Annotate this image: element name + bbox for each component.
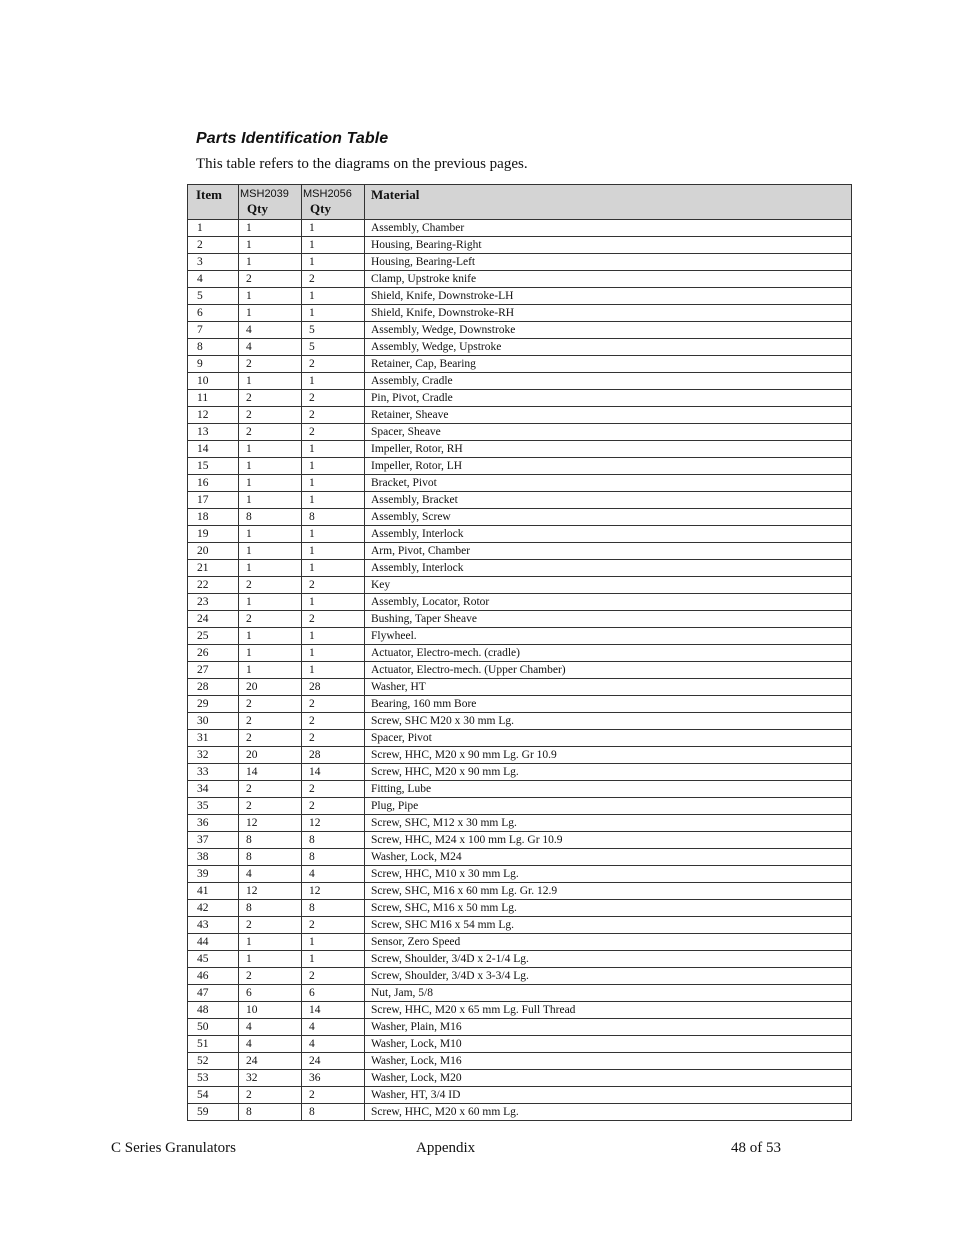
cell-material: Screw, HHC, M20 x 65 mm Lg. Full Thread xyxy=(365,1002,852,1019)
cell-qty-msh2056: 1 xyxy=(302,543,365,560)
cell-qty-msh2039: 20 xyxy=(239,747,302,764)
cell-qty-msh2056: 1 xyxy=(302,254,365,271)
cell-item: 30 xyxy=(188,713,239,730)
cell-material: Actuator, Electro-mech. (Upper Chamber) xyxy=(365,662,852,679)
cell-item: 38 xyxy=(188,849,239,866)
cell-qty-msh2039: 1 xyxy=(239,237,302,254)
table-row xyxy=(188,679,852,696)
table-row xyxy=(188,798,852,815)
cell-material: Bearing, 160 mm Bore xyxy=(365,696,852,713)
table-row xyxy=(188,288,852,305)
cell-material: Sensor, Zero Speed xyxy=(365,934,852,951)
footer-page-number: 48 of 53 xyxy=(731,1140,781,1156)
cell-material: Impeller, Rotor, LH xyxy=(365,458,852,475)
cell-qty-msh2056: 1 xyxy=(302,594,365,611)
cell-material: Plug, Pipe xyxy=(365,798,852,815)
cell-qty-msh2056: 2 xyxy=(302,696,365,713)
cell-material: Screw, SHC M20 x 30 mm Lg. xyxy=(365,713,852,730)
table-row xyxy=(188,475,852,492)
cell-item: 17 xyxy=(188,492,239,509)
cell-qty-msh2039: 2 xyxy=(239,271,302,288)
table-row xyxy=(188,577,852,594)
table-row xyxy=(188,560,852,577)
cell-qty-msh2056: 2 xyxy=(302,917,365,934)
cell-qty-msh2056: 2 xyxy=(302,1087,365,1104)
table-row xyxy=(188,594,852,611)
cell-qty-msh2056: 28 xyxy=(302,747,365,764)
cell-qty-msh2056: 1 xyxy=(302,475,365,492)
cell-qty-msh2039: 1 xyxy=(239,645,302,662)
cell-qty-msh2039: 2 xyxy=(239,713,302,730)
table-row xyxy=(188,407,852,424)
table-row xyxy=(188,305,852,322)
cell-qty-msh2039: 2 xyxy=(239,781,302,798)
table-row xyxy=(188,1070,852,1087)
cell-qty-msh2039: 10 xyxy=(239,1002,302,1019)
table-row xyxy=(188,356,852,373)
cell-material: Washer, Lock, M10 xyxy=(365,1036,852,1053)
cell-material: Shield, Knife, Downstroke-RH xyxy=(365,305,852,322)
table-row xyxy=(188,526,852,543)
cell-item: 48 xyxy=(188,1002,239,1019)
cell-qty-msh2039: 1 xyxy=(239,951,302,968)
footer-section: Appendix xyxy=(416,1140,476,1156)
cell-qty-msh2039: 1 xyxy=(239,220,302,237)
footer-product: C Series Granulators xyxy=(111,1140,236,1156)
cell-item: 35 xyxy=(188,798,239,815)
cell-material: Housing, Bearing-Right xyxy=(365,237,852,254)
cell-material: Pin, Pivot, Cradle xyxy=(365,390,852,407)
cell-qty-msh2039: 1 xyxy=(239,288,302,305)
cell-material: Bushing, Taper Sheave xyxy=(365,611,852,628)
cell-material: Washer, HT xyxy=(365,679,852,696)
cell-qty-msh2039: 8 xyxy=(239,900,302,917)
cell-material: Assembly, Cradle xyxy=(365,373,852,390)
cell-qty-msh2039: 12 xyxy=(239,883,302,900)
cell-item: 51 xyxy=(188,1036,239,1053)
cell-item: 21 xyxy=(188,560,239,577)
cell-item: 31 xyxy=(188,730,239,747)
cell-material: Arm, Pivot, Chamber xyxy=(365,543,852,560)
cell-item: 18 xyxy=(188,509,239,526)
cell-qty-msh2056: 6 xyxy=(302,985,365,1002)
table-row xyxy=(188,390,852,407)
cell-qty-msh2056: 2 xyxy=(302,798,365,815)
cell-material: Assembly, Chamber xyxy=(365,220,852,237)
cell-qty-msh2039: 4 xyxy=(239,1019,302,1036)
cell-material: Actuator, Electro-mech. (cradle) xyxy=(365,645,852,662)
cell-qty-msh2039: 14 xyxy=(239,764,302,781)
table-row xyxy=(188,339,852,356)
cell-item: 13 xyxy=(188,424,239,441)
table-row xyxy=(188,883,852,900)
cell-material: Assembly, Locator, Rotor xyxy=(365,594,852,611)
table-row xyxy=(188,764,852,781)
cell-qty-msh2056: 8 xyxy=(302,849,365,866)
cell-qty-msh2039: 1 xyxy=(239,934,302,951)
cell-material: Screw, HHC, M20 x 60 mm Lg. xyxy=(365,1104,852,1121)
table-row xyxy=(188,509,852,526)
header-model-msh2039: MSH2039 xyxy=(240,188,289,200)
cell-qty-msh2056: 1 xyxy=(302,645,365,662)
cell-qty-msh2039: 2 xyxy=(239,356,302,373)
cell-item: 9 xyxy=(188,356,239,373)
cell-qty-msh2039: 8 xyxy=(239,1104,302,1121)
cell-material: Impeller, Rotor, RH xyxy=(365,441,852,458)
table-row xyxy=(188,271,852,288)
cell-material: Assembly, Interlock xyxy=(365,526,852,543)
cell-qty-msh2039: 1 xyxy=(239,373,302,390)
cell-qty-msh2039: 8 xyxy=(239,849,302,866)
table-row xyxy=(188,849,852,866)
cell-qty-msh2056: 2 xyxy=(302,968,365,985)
cell-qty-msh2056: 4 xyxy=(302,1036,365,1053)
table-row xyxy=(188,866,852,883)
table-row xyxy=(188,611,852,628)
cell-qty-msh2056: 1 xyxy=(302,305,365,322)
cell-item: 37 xyxy=(188,832,239,849)
table-row xyxy=(188,1053,852,1070)
cell-material: Washer, HT, 3/4 ID xyxy=(365,1087,852,1104)
cell-qty-msh2039: 2 xyxy=(239,577,302,594)
cell-item: 27 xyxy=(188,662,239,679)
cell-material: Assembly, Screw xyxy=(365,509,852,526)
cell-material: Assembly, Wedge, Downstroke xyxy=(365,322,852,339)
cell-item: 33 xyxy=(188,764,239,781)
cell-qty-msh2039: 2 xyxy=(239,798,302,815)
cell-material: Screw, Shoulder, 3/4D x 2-1/4 Lg. xyxy=(365,951,852,968)
cell-qty-msh2056: 1 xyxy=(302,288,365,305)
cell-qty-msh2039: 4 xyxy=(239,339,302,356)
cell-qty-msh2039: 2 xyxy=(239,611,302,628)
cell-item: 43 xyxy=(188,917,239,934)
cell-material: Assembly, Bracket xyxy=(365,492,852,509)
cell-qty-msh2039: 1 xyxy=(239,475,302,492)
cell-item: 10 xyxy=(188,373,239,390)
cell-material: Screw, HHC, M10 x 30 mm Lg. xyxy=(365,866,852,883)
table-row xyxy=(188,458,852,475)
cell-material: Housing, Bearing-Left xyxy=(365,254,852,271)
cell-qty-msh2056: 2 xyxy=(302,713,365,730)
cell-qty-msh2039: 2 xyxy=(239,390,302,407)
cell-material: Washer, Lock, M16 xyxy=(365,1053,852,1070)
cell-item: 26 xyxy=(188,645,239,662)
table-row xyxy=(188,832,852,849)
intro-text: This table refers to the diagrams on the previous pages. xyxy=(196,156,528,172)
cell-item: 4 xyxy=(188,271,239,288)
table-row xyxy=(188,951,852,968)
cell-item: 41 xyxy=(188,883,239,900)
cell-item: 42 xyxy=(188,900,239,917)
cell-item: 47 xyxy=(188,985,239,1002)
cell-qty-msh2056: 1 xyxy=(302,220,365,237)
cell-item: 6 xyxy=(188,305,239,322)
cell-qty-msh2039: 1 xyxy=(239,305,302,322)
parts-table-header xyxy=(188,185,852,220)
cell-qty-msh2039: 2 xyxy=(239,1087,302,1104)
cell-item: 46 xyxy=(188,968,239,985)
cell-qty-msh2056: 2 xyxy=(302,781,365,798)
cell-qty-msh2056: 1 xyxy=(302,458,365,475)
table-row xyxy=(188,985,852,1002)
table-row xyxy=(188,747,852,764)
table-row xyxy=(188,917,852,934)
cell-qty-msh2056: 2 xyxy=(302,356,365,373)
cell-material: Fitting, Lube xyxy=(365,781,852,798)
cell-qty-msh2039: 6 xyxy=(239,985,302,1002)
cell-item: 34 xyxy=(188,781,239,798)
cell-material: Bracket, Pivot xyxy=(365,475,852,492)
cell-qty-msh2056: 2 xyxy=(302,390,365,407)
cell-qty-msh2056: 1 xyxy=(302,526,365,543)
table-row xyxy=(188,322,852,339)
table-row xyxy=(188,662,852,679)
cell-item: 2 xyxy=(188,237,239,254)
header-qty-label: Qty xyxy=(310,201,331,216)
cell-material: Nut, Jam, 5/8 xyxy=(365,985,852,1002)
table-row xyxy=(188,934,852,951)
cell-material: Spacer, Sheave xyxy=(365,424,852,441)
table-heading: Parts Identification Table xyxy=(196,130,389,147)
cell-qty-msh2056: 2 xyxy=(302,424,365,441)
cell-qty-msh2039: 1 xyxy=(239,254,302,271)
cell-qty-msh2056: 14 xyxy=(302,764,365,781)
cell-item: 44 xyxy=(188,934,239,951)
cell-material: Screw, HHC, M24 x 100 mm Lg. Gr 10.9 xyxy=(365,832,852,849)
cell-material: Screw, SHC, M16 x 50 mm Lg. xyxy=(365,900,852,917)
header-model-msh2056: MSH2056 xyxy=(303,188,352,200)
header-qty-label: Qty xyxy=(247,201,268,216)
header-row xyxy=(188,185,852,220)
cell-qty-msh2056: 1 xyxy=(302,628,365,645)
cell-material: Spacer, Pivot xyxy=(365,730,852,747)
cell-item: 20 xyxy=(188,543,239,560)
cell-item: 32 xyxy=(188,747,239,764)
cell-item: 24 xyxy=(188,611,239,628)
cell-item: 54 xyxy=(188,1087,239,1104)
parts-table-body xyxy=(188,220,852,1121)
table-row xyxy=(188,968,852,985)
table-row xyxy=(188,730,852,747)
cell-qty-msh2056: 12 xyxy=(302,815,365,832)
cell-qty-msh2056: 36 xyxy=(302,1070,365,1087)
table-row xyxy=(188,492,852,509)
cell-qty-msh2056: 1 xyxy=(302,492,365,509)
cell-qty-msh2039: 1 xyxy=(239,441,302,458)
parts-table xyxy=(187,184,852,1121)
cell-qty-msh2056: 1 xyxy=(302,560,365,577)
cell-material: Retainer, Cap, Bearing xyxy=(365,356,852,373)
cell-material: Assembly, Wedge, Upstroke xyxy=(365,339,852,356)
cell-item: 23 xyxy=(188,594,239,611)
cell-qty-msh2039: 12 xyxy=(239,815,302,832)
table-row xyxy=(188,645,852,662)
cell-material: Screw, SHC, M12 x 30 mm Lg. xyxy=(365,815,852,832)
header-qty-msh2039 xyxy=(239,185,302,220)
cell-qty-msh2056: 1 xyxy=(302,237,365,254)
cell-qty-msh2039: 4 xyxy=(239,1036,302,1053)
cell-qty-msh2056: 24 xyxy=(302,1053,365,1070)
cell-qty-msh2039: 2 xyxy=(239,917,302,934)
cell-item: 29 xyxy=(188,696,239,713)
table-row xyxy=(188,696,852,713)
header-item: Item xyxy=(188,185,239,220)
cell-qty-msh2056: 2 xyxy=(302,271,365,288)
cell-material: Screw, Shoulder, 3/4D x 3-3/4 Lg. xyxy=(365,968,852,985)
table-row xyxy=(188,628,852,645)
table-row xyxy=(188,1036,852,1053)
cell-qty-msh2039: 8 xyxy=(239,832,302,849)
cell-item: 15 xyxy=(188,458,239,475)
table-row xyxy=(188,1019,852,1036)
cell-material: Key xyxy=(365,577,852,594)
cell-qty-msh2039: 24 xyxy=(239,1053,302,1070)
cell-qty-msh2056: 1 xyxy=(302,662,365,679)
cell-item: 52 xyxy=(188,1053,239,1070)
cell-qty-msh2039: 1 xyxy=(239,458,302,475)
cell-qty-msh2039: 1 xyxy=(239,628,302,645)
cell-qty-msh2039: 2 xyxy=(239,730,302,747)
cell-item: 28 xyxy=(188,679,239,696)
cell-qty-msh2056: 5 xyxy=(302,322,365,339)
cell-item: 16 xyxy=(188,475,239,492)
cell-item: 59 xyxy=(188,1104,239,1121)
cell-material: Washer, Lock, M20 xyxy=(365,1070,852,1087)
table-row xyxy=(188,373,852,390)
cell-qty-msh2056: 28 xyxy=(302,679,365,696)
cell-material: Retainer, Sheave xyxy=(365,407,852,424)
table-row xyxy=(188,781,852,798)
table-row xyxy=(188,441,852,458)
cell-item: 1 xyxy=(188,220,239,237)
table-row xyxy=(188,237,852,254)
cell-qty-msh2039: 2 xyxy=(239,424,302,441)
cell-qty-msh2039: 1 xyxy=(239,543,302,560)
table-row xyxy=(188,254,852,271)
cell-qty-msh2056: 2 xyxy=(302,611,365,628)
cell-qty-msh2056: 8 xyxy=(302,509,365,526)
cell-qty-msh2039: 1 xyxy=(239,594,302,611)
cell-qty-msh2039: 1 xyxy=(239,526,302,543)
cell-qty-msh2039: 20 xyxy=(239,679,302,696)
table-row xyxy=(188,543,852,560)
cell-qty-msh2056: 2 xyxy=(302,730,365,747)
table-row xyxy=(188,1002,852,1019)
cell-qty-msh2039: 1 xyxy=(239,662,302,679)
table-row xyxy=(188,815,852,832)
cell-qty-msh2056: 2 xyxy=(302,407,365,424)
cell-qty-msh2039: 8 xyxy=(239,509,302,526)
cell-qty-msh2039: 2 xyxy=(239,407,302,424)
cell-material: Washer, Lock, M24 xyxy=(365,849,852,866)
cell-qty-msh2039: 32 xyxy=(239,1070,302,1087)
cell-item: 39 xyxy=(188,866,239,883)
cell-item: 25 xyxy=(188,628,239,645)
cell-qty-msh2056: 4 xyxy=(302,866,365,883)
table-row xyxy=(188,713,852,730)
cell-item: 14 xyxy=(188,441,239,458)
cell-item: 53 xyxy=(188,1070,239,1087)
cell-qty-msh2056: 1 xyxy=(302,441,365,458)
cell-material: Shield, Knife, Downstroke-LH xyxy=(365,288,852,305)
table-row xyxy=(188,1104,852,1121)
cell-qty-msh2039: 4 xyxy=(239,322,302,339)
cell-qty-msh2056: 4 xyxy=(302,1019,365,1036)
cell-qty-msh2039: 2 xyxy=(239,968,302,985)
cell-qty-msh2056: 12 xyxy=(302,883,365,900)
cell-qty-msh2056: 14 xyxy=(302,1002,365,1019)
cell-qty-msh2056: 8 xyxy=(302,832,365,849)
header-material: Material xyxy=(365,185,852,220)
cell-qty-msh2056: 8 xyxy=(302,1104,365,1121)
cell-material: Flywheel. xyxy=(365,628,852,645)
cell-material: Screw, HHC, M20 x 90 mm Lg. Gr 10.9 xyxy=(365,747,852,764)
cell-qty-msh2056: 2 xyxy=(302,577,365,594)
table-row xyxy=(188,900,852,917)
cell-material: Assembly, Interlock xyxy=(365,560,852,577)
cell-qty-msh2056: 8 xyxy=(302,900,365,917)
cell-item: 19 xyxy=(188,526,239,543)
cell-qty-msh2056: 1 xyxy=(302,934,365,951)
cell-material: Screw, SHC M16 x 54 mm Lg. xyxy=(365,917,852,934)
cell-qty-msh2056: 1 xyxy=(302,373,365,390)
cell-qty-msh2039: 4 xyxy=(239,866,302,883)
cell-qty-msh2056: 1 xyxy=(302,951,365,968)
cell-qty-msh2039: 1 xyxy=(239,492,302,509)
cell-item: 7 xyxy=(188,322,239,339)
cell-item: 36 xyxy=(188,815,239,832)
cell-item: 3 xyxy=(188,254,239,271)
cell-material: Screw, HHC, M20 x 90 mm Lg. xyxy=(365,764,852,781)
cell-item: 5 xyxy=(188,288,239,305)
table-row xyxy=(188,220,852,237)
cell-qty-msh2056: 5 xyxy=(302,339,365,356)
cell-material: Screw, SHC, M16 x 60 mm Lg. Gr. 12.9 xyxy=(365,883,852,900)
cell-item: 45 xyxy=(188,951,239,968)
cell-item: 8 xyxy=(188,339,239,356)
cell-item: 11 xyxy=(188,390,239,407)
cell-item: 22 xyxy=(188,577,239,594)
table-row xyxy=(188,424,852,441)
header-qty-msh2056 xyxy=(302,185,365,220)
cell-item: 50 xyxy=(188,1019,239,1036)
table-row xyxy=(188,1087,852,1104)
cell-item: 12 xyxy=(188,407,239,424)
cell-material: Washer, Plain, M16 xyxy=(365,1019,852,1036)
cell-qty-msh2039: 2 xyxy=(239,696,302,713)
cell-qty-msh2039: 1 xyxy=(239,560,302,577)
cell-material: Clamp, Upstroke knife xyxy=(365,271,852,288)
